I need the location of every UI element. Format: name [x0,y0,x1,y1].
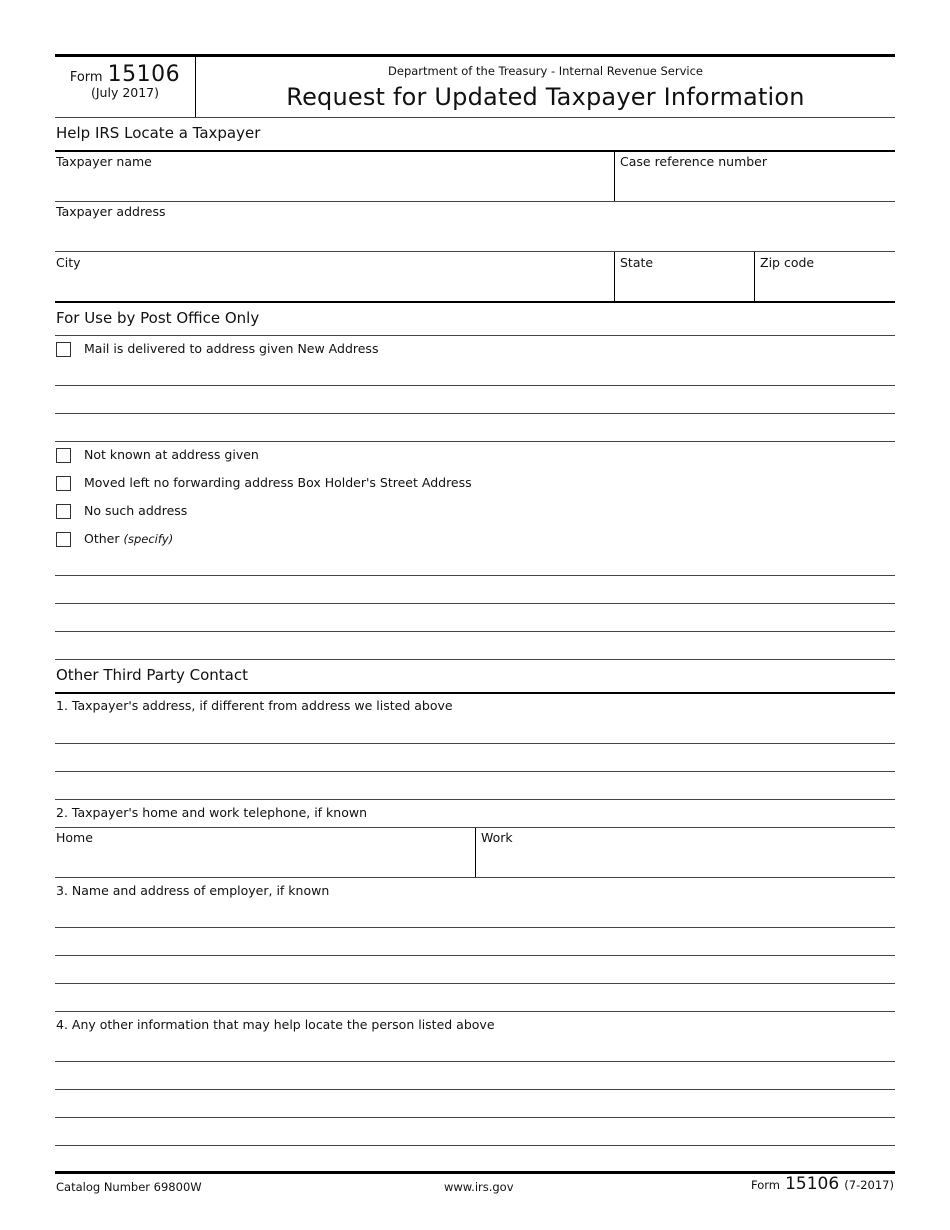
other-specify: (specify) [123,532,174,546]
question-3-input[interactable] [56,905,890,925]
not-known-checkbox[interactable] [56,448,71,463]
name-case-divider [614,152,615,201]
write-line [55,743,895,744]
footer-form-number: 15106 [785,1174,840,1194]
question-1-label: 1. Taxpayer's address, if different from address we listed above [56,698,453,713]
question-2-label: 2. Taxpayer's home and work telephone, if known [56,805,368,820]
form-id-block [56,62,194,100]
form-word: Form [69,70,103,85]
write-line [55,575,895,576]
not-known-label: Not known at address given [84,447,259,462]
section-rule [55,301,895,303]
zip-input[interactable] [760,277,890,297]
section-heading-post-office: For Use by Post Office Only [56,309,260,327]
city-state-divider [614,252,615,301]
moved-label: Moved left no forwarding address Box Holder's Street Address [84,475,472,490]
state-zip-divider [754,252,755,301]
write-line [55,631,895,632]
question-1-input[interactable] [56,720,890,740]
write-line [55,413,895,414]
question-4-input[interactable] [56,1039,890,1059]
delivered-checkbox[interactable] [56,342,71,357]
write-line [55,1011,895,1012]
catalog-number: Catalog Number 69800W [56,1180,202,1194]
no-such-address-checkbox[interactable] [56,504,71,519]
write-line [55,771,895,772]
work-phone-label: Work [481,830,513,845]
write-line [55,659,895,660]
form-number: 15106 [107,62,181,87]
taxpayer-address-input[interactable] [56,226,890,246]
work-phone-input[interactable] [481,852,890,872]
other-text: Other [84,531,120,546]
top-rule [55,54,895,57]
write-line [55,1145,895,1146]
agency-name: Department of the Treasury - Internal Revenue Service [388,64,703,78]
moved-checkbox[interactable] [56,476,71,491]
case-reference-label: Case reference number [620,154,768,169]
case-reference-input[interactable] [620,176,890,196]
header-bottom-rule [55,117,895,118]
footer-form-revision: (7-2017) [844,1178,894,1192]
form-date: (July 2017) [90,85,160,100]
home-phone-label: Home [56,830,93,845]
section-heading-locate: Help IRS Locate a Taxpayer [56,124,261,142]
section-heading-third-party: Other Third Party Contact [56,666,249,684]
write-line [55,1061,895,1062]
delivered-label: Mail is delivered to address given New Address [84,341,379,356]
write-line [55,1089,895,1090]
taxpayer-address-label: Taxpayer address [56,204,166,219]
row-rule [55,335,895,336]
row-rule [55,877,895,878]
write-line [55,799,895,800]
write-line [55,1117,895,1118]
no-such-address-label: No such address [84,503,188,518]
write-line [55,385,895,386]
page-title: Request for Updated Taxpayer Information [286,83,805,111]
taxpayer-name-input[interactable] [56,176,608,196]
other-label [84,531,173,547]
write-line [55,983,895,984]
city-label: City [56,255,81,270]
footer-form-id [751,1174,894,1194]
city-input[interactable] [56,277,608,297]
question-3-label: 3. Name and address of employer, if known [56,883,330,898]
zip-label: Zip code [760,255,815,270]
home-phone-input[interactable] [56,852,468,872]
write-line [55,927,895,928]
row-rule [55,201,895,202]
website: www.irs.gov [444,1180,514,1194]
state-label: State [620,255,654,270]
write-line [55,955,895,956]
state-input[interactable] [620,277,748,297]
write-line [55,441,895,442]
footer-form-word: Form [751,1178,780,1192]
home-work-divider [475,828,476,877]
row-rule [55,251,895,252]
section-rule [55,150,895,152]
question-4-label: 4. Any other information that may help locate the person listed above [56,1017,495,1032]
taxpayer-name-label: Taxpayer name [56,154,152,169]
section-rule [55,692,895,694]
other-checkbox[interactable] [56,532,71,547]
write-line [55,603,895,604]
